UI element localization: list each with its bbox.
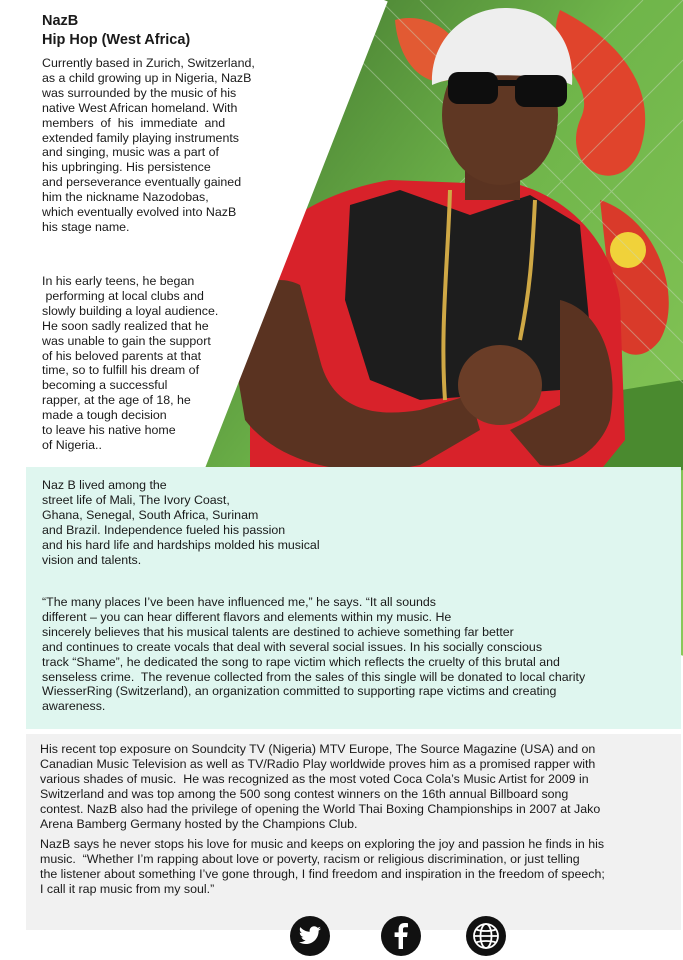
paragraph-closing: NazB says he never stops his love for music and keeps on exploring the joy and passion he finds in his music. “Whether I’m rapping about love or poverty, racism or religious discrimination, or just telling the listener about something I’ve gone through, I find freedom and inspiration in the freedom of speech; I call it rap music from my soul.” [40, 837, 605, 896]
facebook-icon [394, 923, 408, 949]
artist-name: NazB [42, 13, 79, 29]
paragraph-intro: Currently based in Zurich, Switzerland, as a child growing up in Nigeria, NazB was surrounded by the music of his native West African homeland. With members of his immediate and extended family playing instruments and singing, music was a part of his upbringing. His persistence and perseverance eventually gained him the nickname Nazodobas, which eventually evolved into NazB his stage name. [42, 56, 255, 234]
paragraph-early-teens: In his early teens, he began performing at local clubs and slowly building a loyal audience. He soon sadly realized that he was unable to gain the support of his beloved parents at that time, so to fulfill his dream of becoming a successful rapper, at the age of 18, he made a tough decision to leave his native home of Nigeria.. [42, 274, 219, 452]
artist-genre: Hip Hop (West Africa) [42, 32, 191, 48]
paragraph-quote: “The many places I’ve been have influenced me,” he says. “It all sounds different – you can hear different flavors and elements within my music. He sincerely believes that his musical talents are destined to achieve something far better and continues to create vocals that deal with several social issues. In his socially conscious track “Shame”, he dedicated the song to rape victim which reflects the cruelty of this brutal and senseless crime. The revenue collected from the sales of this single will be donated to local charity WiesserRing (Switzerland), an organization committed to supporting rape victims and creating awareness. [42, 595, 586, 714]
globe-icon [472, 922, 500, 950]
twitter-link[interactable] [290, 916, 330, 956]
paragraph-street-life: Naz B lived among the street life of Mali, The Ivory Coast, Ghana, Senegal, South Africa, Surinam and Brazil. Independence fueled his passion and his hard life and hardships molded his musical vision and talents. [42, 478, 320, 567]
website-link[interactable] [466, 916, 506, 956]
paragraph-exposure: His recent top exposure on Soundcity TV (Nigeria) MTV Europe, The Source Magazine (USA) and on Canadian Music Television as well as TV/Radio Play worldwide proves him as a promised rapper with various shades of music. He was recognized as the most voted Coca Cola’s Music Artist for 2009 in Switzerland and was top among the 500 song contest winners on the 16th annual Billboard song contest. NazB also had the privilege of opening the World Thai Boxing Championships in 2007 at Jako Arena Bamberg Germany hosted by the Champions Club. [40, 742, 601, 831]
facebook-link[interactable] [381, 916, 421, 956]
twitter-icon [298, 926, 322, 946]
